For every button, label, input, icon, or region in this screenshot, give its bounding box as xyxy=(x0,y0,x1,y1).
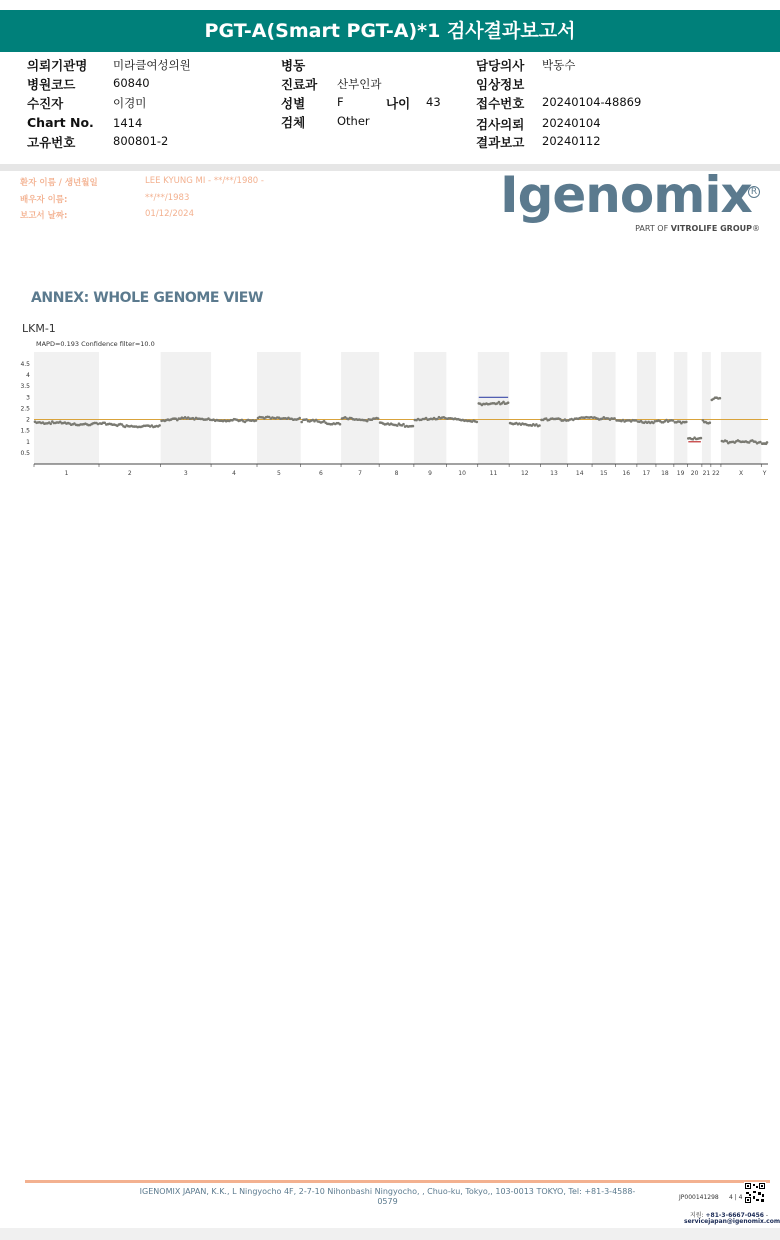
phone-value: +81-3-6667-0456 xyxy=(705,1212,764,1219)
field-label: 접수번호 xyxy=(476,96,525,111)
field-value: 20240112 xyxy=(542,134,601,148)
chromosome-band xyxy=(592,352,616,464)
x-tick-label: 16 xyxy=(622,470,631,477)
chromosome-band xyxy=(637,352,656,464)
field-label: 의뢰기관명 xyxy=(27,58,88,73)
field-label: 검사의뢰 xyxy=(476,117,525,132)
field-value: F xyxy=(337,95,344,109)
chromosome-band xyxy=(341,352,379,464)
field-label: 병동 xyxy=(281,58,306,73)
header-info xyxy=(0,56,780,156)
field-value: 박동수 xyxy=(542,58,576,72)
x-tick-label: 19 xyxy=(676,470,685,477)
page-number: 4 | 4 xyxy=(729,1194,743,1201)
footer-email: servicejapan@igenomix.com xyxy=(684,1218,780,1225)
field-value: 미라클여성의원 xyxy=(113,58,191,72)
field-value: 43 xyxy=(426,95,441,109)
x-tick-label: 7 xyxy=(358,470,363,477)
x-tick-label: 14 xyxy=(575,470,584,477)
patient-name-label: 환자 이름 / 생년월일 xyxy=(20,178,98,188)
data-point xyxy=(672,419,675,422)
data-point xyxy=(766,441,769,444)
chart-title: LKM-1 xyxy=(22,322,56,335)
report-date-value: 01/12/2024 xyxy=(145,209,194,219)
footer-address: IGENOMIX JAPAN, K.K., L Ningyocho 4F, 2-7-10 Nihonbashi Ningyocho, , Chuo-ku, Tokyo,, 103-0013 TOKYO, Tel: +81-3-4588-0579 xyxy=(139,1187,636,1206)
field-value: 800801-2 xyxy=(113,134,169,148)
field-label: 수진자 xyxy=(27,96,64,111)
y-tick-label: 3.5 xyxy=(20,383,30,391)
data-point xyxy=(300,421,303,424)
field-label: 나이 xyxy=(386,96,411,111)
chart-subtitle: MAPD=0.193 Confidence filter=10.0 xyxy=(36,340,155,348)
y-tick-label: 0.5 xyxy=(20,449,30,457)
data-point xyxy=(719,397,722,400)
phone-suffix: - xyxy=(763,1212,769,1219)
x-tick-label: 10 xyxy=(458,470,466,477)
data-point xyxy=(298,417,301,420)
chromosome-band xyxy=(34,352,99,464)
partner-name-value: **/**/1983 xyxy=(145,193,190,203)
x-tick-label: 1 xyxy=(64,470,69,477)
data-point xyxy=(255,419,258,422)
field-label: 검체 xyxy=(281,115,306,130)
data-point xyxy=(685,421,688,424)
x-tick-label: 22 xyxy=(712,470,720,477)
tagline-brand: VITROLIFE GROUP xyxy=(670,224,752,233)
data-point xyxy=(339,423,342,426)
y-tick-label: 3 xyxy=(26,394,30,402)
tagline-suffix: ® xyxy=(752,224,760,233)
data-point xyxy=(158,424,161,427)
phone-label: 지원: xyxy=(690,1212,706,1219)
field-value: 1414 xyxy=(113,116,143,130)
field-label: 임상정보 xyxy=(476,77,525,92)
data-point xyxy=(476,421,479,424)
chromosome-band xyxy=(541,352,568,464)
field-value: 20240104-48869 xyxy=(542,95,642,109)
report-date-label: 보고서 날짜: xyxy=(20,211,68,221)
data-point xyxy=(700,437,703,440)
patient-name-value: LEE KYUNG MI - **/**/1980 - xyxy=(145,176,264,186)
x-tick-label: 8 xyxy=(394,470,399,477)
data-point xyxy=(402,423,405,426)
y-tick-label: 1 xyxy=(26,438,30,446)
x-tick-label: 15 xyxy=(599,470,608,477)
x-tick-label: 18 xyxy=(661,470,669,477)
x-tick-label: 5 xyxy=(276,470,281,477)
report-title: PGT-A(Smart PGT-A)*1 검사결과보고서 xyxy=(0,10,780,52)
x-tick-label: X xyxy=(739,470,744,477)
x-tick-label: 3 xyxy=(183,470,188,477)
field-value: 20240104 xyxy=(542,116,601,130)
field-label: 담당의사 xyxy=(476,58,525,73)
chromosome-band xyxy=(257,352,301,464)
chromosome-band xyxy=(702,352,711,464)
y-tick-label: 4 xyxy=(26,372,30,380)
chromosome-band xyxy=(674,352,687,464)
x-tick-label: 9 xyxy=(428,470,433,477)
field-value: 60840 xyxy=(113,76,150,90)
field-label: 병원코드 xyxy=(27,77,76,92)
data-point xyxy=(613,417,616,420)
annex-title: ANNEX: WHOLE GENOME VIEW xyxy=(31,290,264,306)
chromosome-band xyxy=(478,352,509,464)
x-tick-label: 21 xyxy=(702,470,711,477)
field-value: 산부인과 xyxy=(337,77,382,91)
data-point xyxy=(49,423,52,426)
logo-tagline xyxy=(635,224,760,233)
data-point xyxy=(709,421,712,424)
qr-code-icon xyxy=(744,1182,766,1204)
x-tick-label: 13 xyxy=(550,470,558,477)
field-label: 성별 xyxy=(281,96,306,111)
chromosome-band xyxy=(161,352,211,464)
field-value: Other xyxy=(337,114,370,128)
field-label: 고유번호 xyxy=(27,135,76,150)
x-tick-label: 20 xyxy=(690,470,699,477)
genome-chart xyxy=(16,352,772,480)
tagline-prefix: PART OF xyxy=(635,224,671,233)
field-label: Chart No. xyxy=(27,115,94,130)
footer-code: JP000141298 xyxy=(679,1194,719,1201)
x-tick-label: 2 xyxy=(127,470,132,477)
x-tick-label: Y xyxy=(762,470,767,477)
footer-divider xyxy=(25,1180,770,1183)
partner-name-label: 배우자 이름: xyxy=(20,195,68,205)
registered-mark-icon: R xyxy=(748,186,760,198)
field-label: 진료과 xyxy=(281,77,318,92)
y-tick-label: 4.5 xyxy=(20,361,30,368)
y-tick-label: 1.5 xyxy=(20,427,30,435)
x-tick-label: 12 xyxy=(520,470,529,477)
y-tick-label: 2 xyxy=(26,416,30,424)
logo-wordmark: Igenomix xyxy=(500,166,752,224)
chromosome-band xyxy=(721,352,761,464)
field-value: 이경미 xyxy=(113,96,147,110)
page-bottom-strip xyxy=(0,1228,780,1240)
data-point xyxy=(412,425,415,428)
y-tick-label: 2.5 xyxy=(20,405,30,413)
field-label: 결과보고 xyxy=(476,135,525,150)
igenomix-logo xyxy=(500,166,770,238)
x-tick-label: 4 xyxy=(232,470,236,477)
x-tick-label: 11 xyxy=(489,470,498,477)
x-tick-label: 6 xyxy=(318,470,323,477)
data-point xyxy=(507,401,510,404)
x-tick-label: 17 xyxy=(642,470,651,477)
chromosome-band xyxy=(414,352,446,464)
data-point xyxy=(377,417,380,420)
data-point xyxy=(538,424,541,427)
